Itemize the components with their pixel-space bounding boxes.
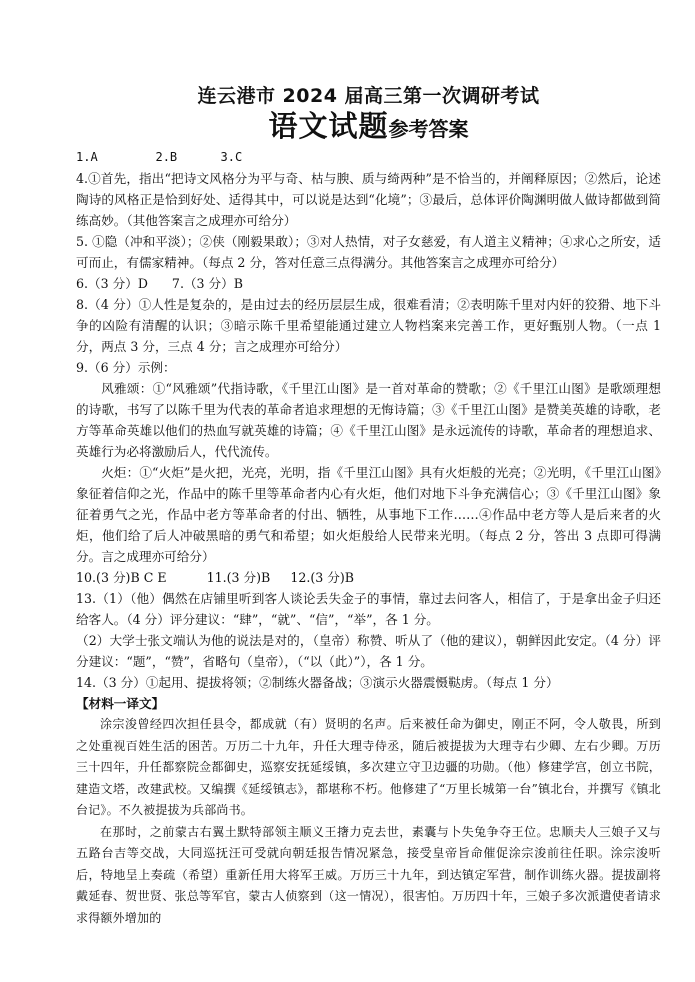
subject-title (76, 108, 661, 147)
answer-14: 14.（3 分）①起用、提拔将领；②制练火器备战；③演示火器震慑鞑虏。（每点 1 分） (76, 675, 559, 690)
answer-5: 5. ①隐（冲和平淡）；②侠（刚毅果敢）；③对人热情，对子女慈爱，有人道主义精神；④求心之所安，适可而止，有儒家精神。（每点 2 分，答对任意三点得满分。其他答案言之成理亦可给分） (76, 234, 661, 270)
answer-13-part1: 13.（1）（他）偶然在店铺里听到客人谈论丢失金子的事情，靠过去问客人，相信了，于是拿出金子归还给客人。（4 分）评分建议：“肆”，“就”、“信”，“举”，各 1 分。 (76, 591, 661, 627)
answer-4: 4.①首先，指出“把诗文风格分为平与奇、枯与腴、质与绮两种”是不恰当的，并阐释原因；②然后，论述陶诗的风格正是恰到好处、适得其中，可以说是达到“化境”；③最后，总体评价陶渊明做人做诗都做到简练高妙。（其他答案言之成理亦可给分） (76, 171, 661, 228)
translation-paragraph-1: 涂宗浚曾经四次担任县令，都成就（有）贤明的名声。后来被任命为御史，刚正不阿，令人敬畏，所到之处重视百姓生活的困苦。万历二十九年，升任大理寺侍丞，随后被提拔为大理寺右少卿、左右少卿。万历三十四年，升任都察院佥都御史，巡察安抚延绥镇，多次建立守卫边疆的功勋。（他）修建学宫，创立书院，建造文塔，改建武校。又编撰《延绥镇志》，都堪称不朽。他修建了“万里长城第一台”镇北台，并撰写《镇北台记》。不久被提拔为兵部尚书。 (76, 717, 661, 817)
subject-suffix: 参考答案 (388, 117, 469, 141)
answer-13-part2: （2）大学士张文端认为他的说法是对的，（皇帝）称赞、听从了（他的建议），朝鲜因此安定。（4 分）评分建议：“题”，“赞”，省略句（皇帝），（“以（此）”），各 1 分。 (76, 633, 661, 669)
translation-paragraph-2: 在那时，之前蒙古右翼土默特部领主顺义王撦力克去世，素囊与卜失兔争夺王位。忠顺夫人三娘子又与五路台吉等交战，大同巡抚汪可受就向朝廷报告情况紧急，接受皇帝旨命催促涂宗浚前往任职。涂宗浚听后，特地呈上奏疏（希望）重新任用大将军王威。万历三十九年，到达镇定军营，制作训练火器。提拔副将戴延春、贺世贤、张总等军官，蒙古人侦察到（这一情况），很害怕。万历四十年，三娘子多次派遣使者请求求得额外增加的 (76, 824, 661, 925)
answer-6-7: 6.（3 分）D 7.（3 分）B (76, 276, 243, 291)
answer-8: 8.（4 分）①人性是复杂的，是由过去的经历层层生成，很难看清；②表明陈千里对内奸的狡猾、地下斗争的凶险有清醒的认识；③暗示陈千里希望能通过建立人物档案来完善工作，更好甄别人物。（一点 1 分，两点 3 分，三点 4 分；言之成理亦可给分） (76, 297, 661, 354)
answer-9-huoju: 火炬：①“火炬”是火把，光亮，光明，指《千里江山图》具有火炬般的光亮；②光明，《千里江山图》象征着信仰之光，作品中的陈千里等革命者内心有火炬，他们对地下斗争充满信心；③《千里江山图》象征着勇气之光，作品中老方等革命者的付出、牺牲，从事地下工作……④作品中老方等人是后来者的火炬，他们给了后人冲破黑暗的勇气和希望；如火炬般给人民带来光明。（每点 2 分，答出 3 点即可得满分。言之成理亦可给分） (76, 465, 661, 564)
subject-name: 语文试题 (268, 109, 389, 143)
translation-heading: 【材料一译文】 (76, 696, 165, 711)
answer-1-3: 1.A 2.B 3.C (76, 150, 243, 164)
exam-title: 连云港市 2024 届高三第一次调研考试 (197, 85, 540, 107)
answer-9-fengyasong: 风雅颂：①“风雅颂”代指诗歌，《千里江山图》是一首对革命的赞歌；②《千里江山图》是歌颂理想的诗歌，书写了以陈千里为代表的革命者追求理想的无悔诗篇；③《千里江山图》是赞美英雄的诗歌，老方等革命英雄以他们的热血写就英雄的诗篇；④《千里江山图》是永远流传的诗歌，革命者的理想追求、英雄行为必将激励后人，代代流传。 (76, 381, 661, 459)
answer-10-12: 10.(3 分)B C E 11.(3 分)B 12.(3 分)B (76, 570, 355, 585)
answer-9-heading: 9.（6 分）示例： (76, 360, 176, 375)
translation-section (76, 693, 661, 929)
